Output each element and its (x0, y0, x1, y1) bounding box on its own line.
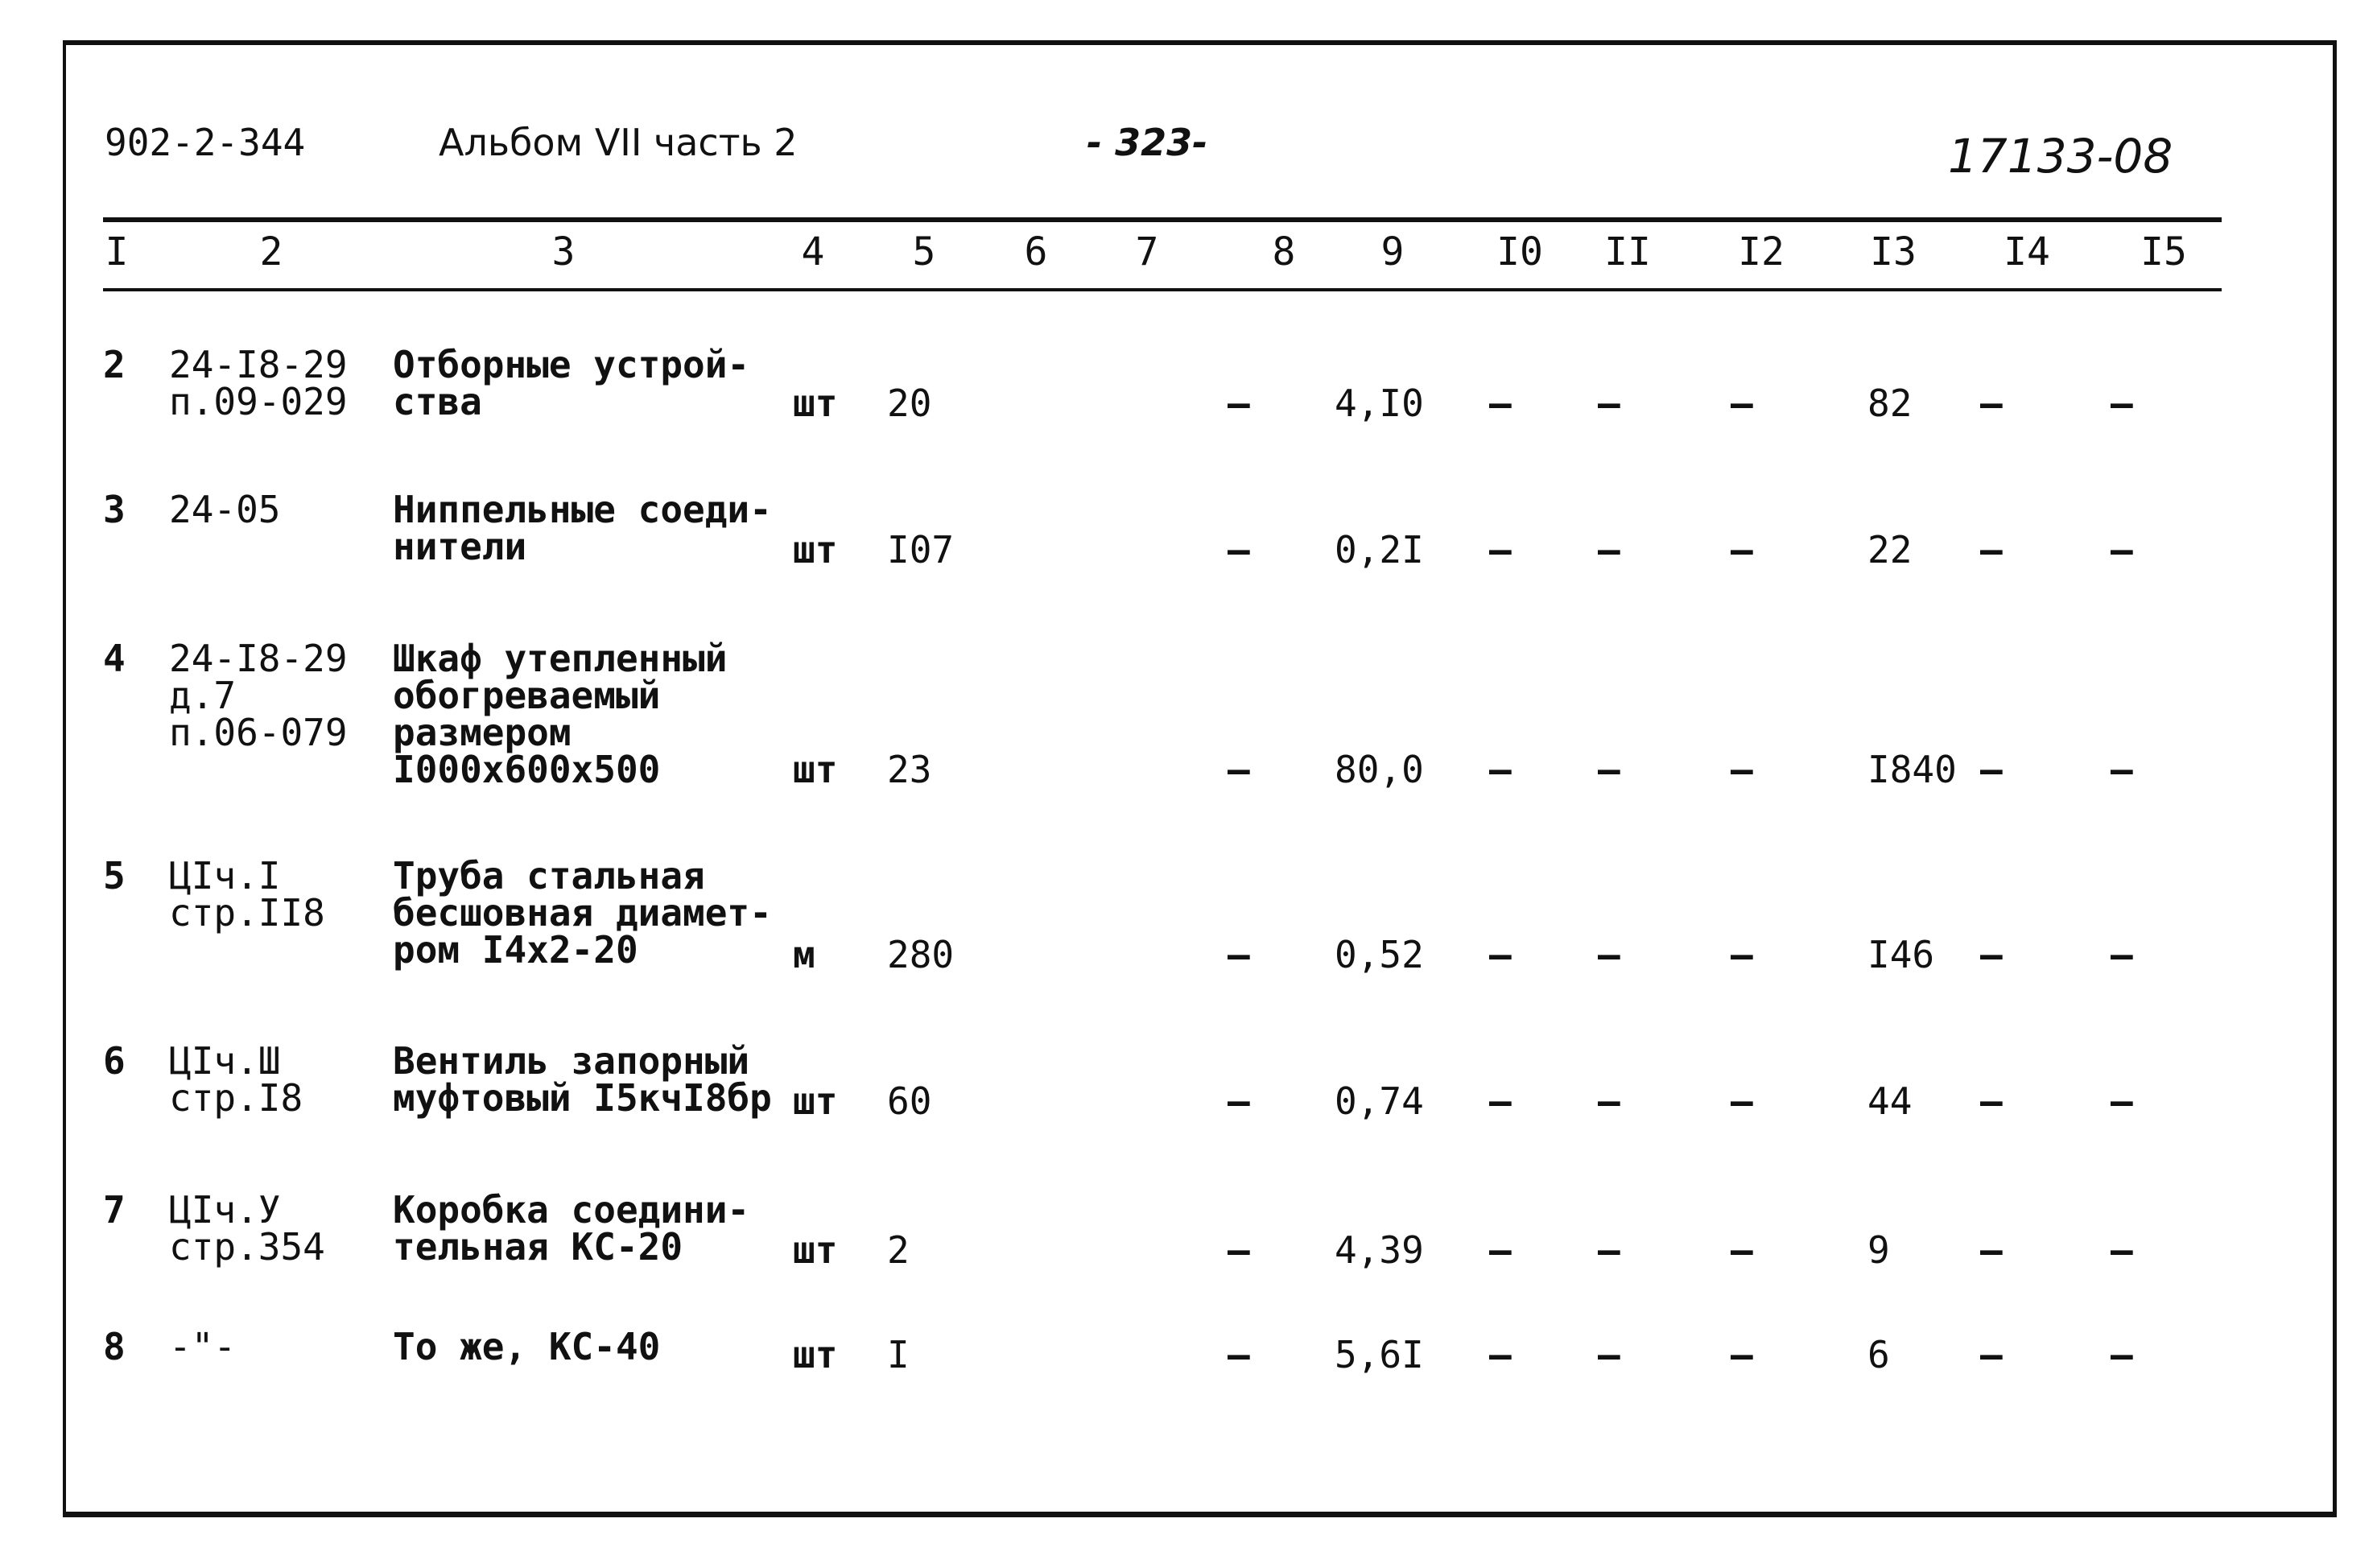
column-number-13: I3 (1870, 229, 1917, 274)
item-name: Отборные устрой- ства (393, 343, 750, 423)
total-weight: 22 (1867, 528, 1913, 571)
page-number: - 323- (1087, 121, 1208, 164)
row-number: 2 (103, 343, 126, 386)
source-code: 24-05 (169, 488, 281, 531)
col15-value: – (2111, 528, 2133, 571)
col14-value: – (1980, 1228, 2003, 1272)
column-number-4: 4 (801, 229, 825, 274)
quantity: I (887, 1333, 910, 1376)
col8-value: – (1228, 528, 1250, 571)
col8-value: – (1228, 933, 1250, 976)
unit: шт (793, 382, 838, 425)
col10-value: – (1489, 1333, 1512, 1376)
column-number-5: 5 (912, 229, 936, 274)
archive-stamp: 17133-08 (1948, 129, 2173, 184)
col8-value: – (1228, 1333, 1250, 1376)
column-number-3: 3 (551, 229, 576, 274)
col11-value: – (1598, 933, 1620, 976)
total-weight: I46 (1867, 933, 1935, 976)
source-code: 24-I8-29 п.09-029 (169, 343, 348, 423)
source-code: ЦIч.У стр.354 (169, 1188, 325, 1269)
col12-value: – (1731, 1079, 1753, 1123)
col14-value: – (1980, 748, 2003, 791)
total-weight: 44 (1867, 1079, 1913, 1123)
col12-value: – (1731, 382, 1753, 425)
column-number-11: II (1604, 229, 1651, 274)
total-weight: 9 (1867, 1228, 1890, 1272)
column-number-14: I4 (2004, 229, 2050, 274)
column-number-15: I5 (2140, 229, 2187, 274)
col8-value: – (1228, 1079, 1250, 1123)
source-code: ЦIч.I стр.II8 (169, 854, 325, 935)
row-number: 3 (103, 488, 126, 531)
column-number-6: 6 (1024, 229, 1048, 274)
column-number-9: 9 (1380, 229, 1405, 274)
column-number-12: I2 (1738, 229, 1785, 274)
document-code: 902-2-344 (105, 121, 306, 164)
unit: шт (793, 748, 838, 791)
source-code: -"- (169, 1325, 237, 1368)
unit-weight: 0,2I (1335, 528, 1424, 571)
row-number: 7 (103, 1188, 126, 1232)
col12-value: – (1731, 528, 1753, 571)
header-rule-bottom (103, 288, 2222, 291)
quantity: 2 (887, 1228, 910, 1272)
column-number-1: I (105, 229, 129, 274)
col10-value: – (1489, 1079, 1512, 1123)
row-number: 4 (103, 637, 126, 680)
col11-value: – (1598, 748, 1620, 791)
unit: м (793, 933, 815, 976)
column-number-8: 8 (1272, 229, 1296, 274)
quantity: 23 (887, 748, 932, 791)
item-name: Шкаф утепленный обогреваемый размером I000x600x500 (393, 637, 728, 791)
col11-value: – (1598, 528, 1620, 571)
col14-value: – (1980, 933, 2003, 976)
row-number: 6 (103, 1039, 126, 1083)
row-number: 5 (103, 854, 126, 897)
col11-value: – (1598, 382, 1620, 425)
unit-weight: 0,74 (1335, 1079, 1424, 1123)
col15-value: – (2111, 1228, 2133, 1272)
col12-value: – (1731, 1333, 1753, 1376)
source-code: 24-I8-29 д.7 п.06-079 (169, 637, 348, 754)
header-rule-top (103, 217, 2222, 222)
item-name: Коробка соедини- тельная КС-20 (393, 1188, 750, 1269)
col11-value: – (1598, 1079, 1620, 1123)
unit-weight: 4,39 (1335, 1228, 1424, 1272)
col15-value: – (2111, 1079, 2133, 1123)
col14-value: – (1980, 528, 2003, 571)
quantity: 60 (887, 1079, 932, 1123)
quantity: 20 (887, 382, 932, 425)
col10-value: – (1489, 528, 1512, 571)
item-name: Вентиль запорный муфтовый I5кчI8бр (393, 1039, 772, 1120)
unit: шт (793, 528, 838, 571)
unit-weight: 80,0 (1335, 748, 1424, 791)
col10-value: – (1489, 382, 1512, 425)
total-weight: I840 (1867, 748, 1957, 791)
col15-value: – (2111, 748, 2133, 791)
quantity: I07 (887, 528, 955, 571)
unit-weight: 0,52 (1335, 933, 1424, 976)
col8-value: – (1228, 748, 1250, 791)
quantity: 280 (887, 933, 955, 976)
unit: шт (793, 1333, 838, 1376)
column-number-7: 7 (1135, 229, 1159, 274)
col15-value: – (2111, 1333, 2133, 1376)
col14-value: – (1980, 1333, 2003, 1376)
col12-value: – (1731, 748, 1753, 791)
total-weight: 6 (1867, 1333, 1890, 1376)
item-name: Ниппельные соеди- нители (393, 488, 772, 568)
col10-value: – (1489, 1228, 1512, 1272)
unit-weight: 5,6I (1335, 1333, 1424, 1376)
col12-value: – (1731, 1228, 1753, 1272)
album-label: Альбом VII часть 2 (439, 121, 798, 164)
col14-value: – (1980, 382, 2003, 425)
unit: шт (793, 1079, 838, 1123)
col10-value: – (1489, 933, 1512, 976)
source-code: ЦIч.Ш стр.I8 (169, 1039, 303, 1120)
col11-value: – (1598, 1333, 1620, 1376)
column-number-10: I0 (1496, 229, 1543, 274)
item-name: То же, КС-40 (393, 1325, 661, 1368)
col15-value: – (2111, 382, 2133, 425)
col11-value: – (1598, 1228, 1620, 1272)
unit: шт (793, 1228, 838, 1272)
item-name: Труба стальная бесшовная диамет- ром I4x2-20 (393, 854, 772, 972)
col8-value: – (1228, 382, 1250, 425)
col15-value: – (2111, 933, 2133, 976)
column-number-2: 2 (259, 229, 283, 274)
col10-value: – (1489, 748, 1512, 791)
col8-value: – (1228, 1228, 1250, 1272)
unit-weight: 4,I0 (1335, 382, 1424, 425)
row-number: 8 (103, 1325, 126, 1368)
col12-value: – (1731, 933, 1753, 976)
total-weight: 82 (1867, 382, 1913, 425)
col14-value: – (1980, 1079, 2003, 1123)
